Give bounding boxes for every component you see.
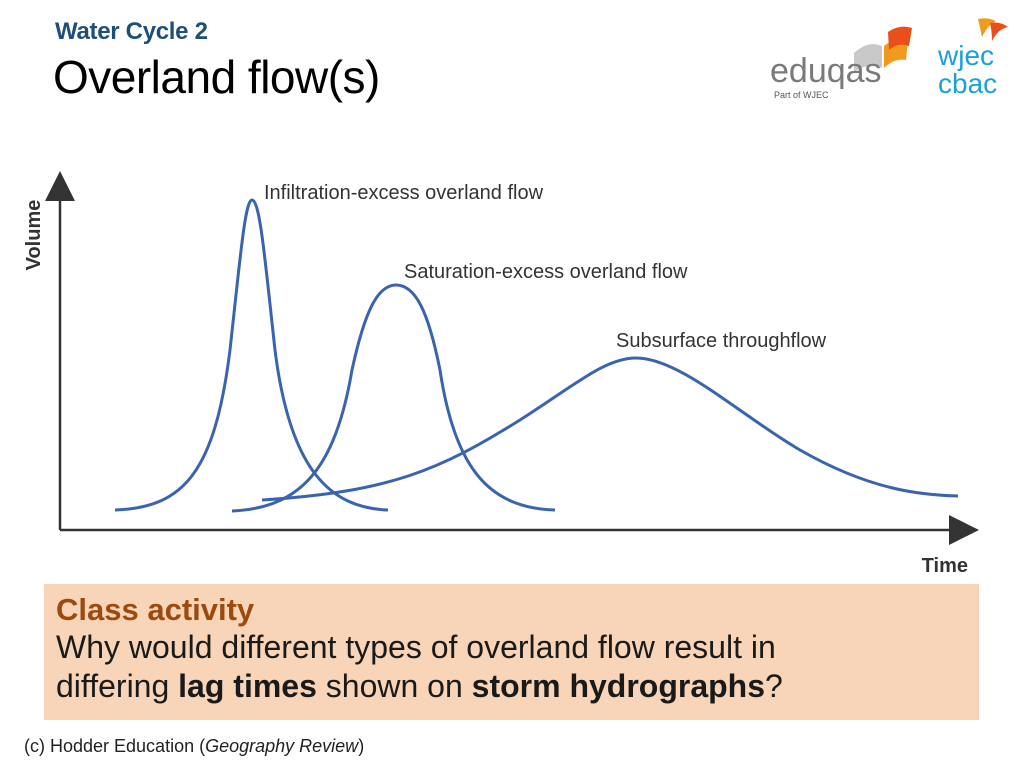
activity-lag-times: lag times	[178, 668, 317, 704]
y-axis-label: Volume	[23, 199, 45, 271]
eduqas-logo	[768, 20, 918, 105]
eduqas-wordmark: eduqas	[770, 52, 882, 90]
credit-pre: (c) Hodder Education (	[24, 736, 206, 756]
cbac-wordmark: cbac	[938, 68, 998, 99]
label-subsurface-throughflow: Subsurface throughflow	[616, 330, 827, 352]
source-credit	[24, 736, 364, 757]
subsurface-throughflow-curve	[262, 358, 958, 500]
activity-question	[56, 628, 967, 706]
infiltration-excess-curve	[115, 200, 388, 510]
activity-heading: Class activity	[56, 592, 255, 627]
wjec-wordmark: wjec	[938, 40, 995, 71]
section-subtitle: Water Cycle 2	[55, 18, 208, 45]
saturation-excess-curve	[232, 285, 555, 511]
activity-storm-hydrographs: storm hydrographs	[471, 668, 766, 704]
page-title: Overland flow(s)	[53, 51, 380, 103]
credit-publication: Geography Review	[205, 736, 359, 756]
wjec-cbac-logo	[930, 15, 1015, 100]
x-axis-label: Time	[921, 555, 968, 577]
label-infiltration-excess: Infiltration-excess overland flow	[264, 182, 544, 204]
activity-line1: Why would different types of overland flow result in	[56, 629, 776, 665]
credit-post: )	[358, 736, 365, 756]
overland-flow-diagram	[0, 170, 1024, 585]
class-activity-box	[44, 584, 979, 720]
activity-line2-post: ?	[765, 668, 783, 704]
activity-line2-mid: shown on	[316, 668, 472, 704]
eduqas-tagline: Part of WJEC	[774, 90, 829, 100]
wjec-flame-icon	[978, 18, 1008, 41]
label-saturation-excess: Saturation-excess overland flow	[404, 261, 688, 283]
activity-line2-pre: differing	[56, 668, 179, 704]
